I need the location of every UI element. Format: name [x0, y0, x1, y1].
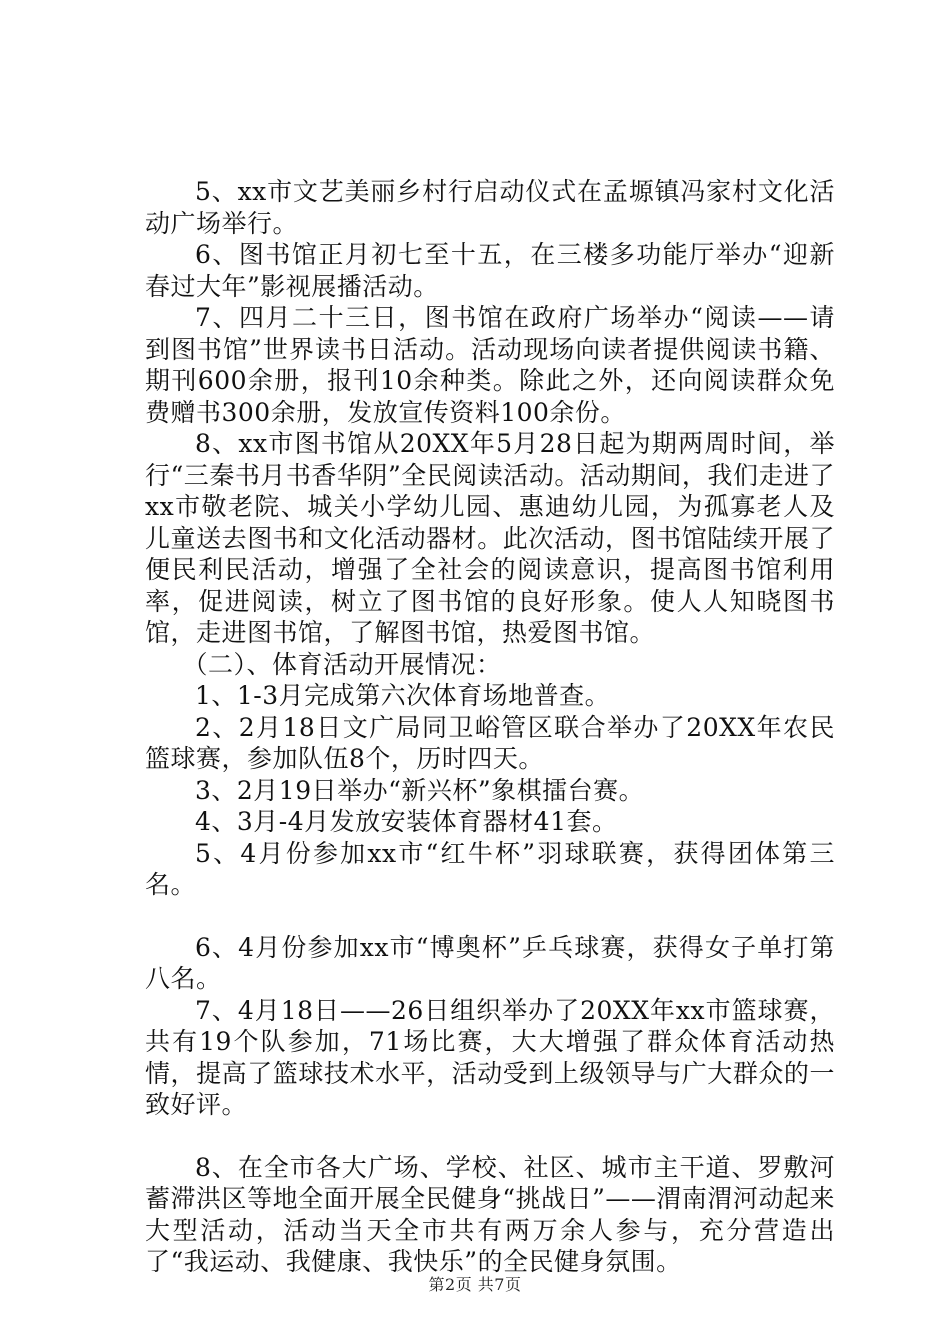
paragraph: 6、图书馆正月初七至十五，在三楼多功能厅举办“迎新春过大年”影视展播活动。: [145, 240, 835, 301]
paragraph: 5、4月份参加xx市“红牛杯”羽球联赛，获得团体第三名。: [145, 838, 835, 899]
paragraph: 6、4月份参加xx市“博奥杯”乒乓球赛，获得女子单打第八名。: [145, 932, 835, 993]
paragraph: 8、xx市图书馆从20XX年5月28日起为期两周时间，举行“三秦书月书香华阴”全民阅读活动。活动期间，我们走进了xx市敬老院、城关小学幼儿园、惠迪幼儿园，为孤寡老人及儿童送去图书和文化活动器材。此次活动，图书馆陆续开展了便民利民活动，增强了全社会的阅读意识，提高图书馆利用率，促进阅读，树立了图书馆的良好形象。使人人知晓图书馆，走进图书馆，了解图书馆，热爱图书馆。: [145, 429, 835, 647]
spacer: [145, 901, 835, 932]
paragraph: 1、1-3月完成第六次体育场地普查。: [195, 681, 611, 710]
page-number-footer: 第2页 共7页: [428, 1275, 522, 1294]
spacer: [145, 1121, 835, 1152]
paragraph: 7、四月二十三日，图书馆在政府广场举办“阅读——请到图书馆”世界读书日活动。活动现场向读者提供阅读书籍、期刊600余册，报刊10余种类。除此之外，还向阅读群众免费赠书300余册，发放宣传资料100余份。: [145, 303, 835, 427]
paragraph: 4、3月-4月发放安装体育器材41套。: [195, 807, 618, 836]
paragraph: 3、2月19日举办“新兴杯”象棋擂台赛。: [195, 775, 645, 805]
paragraph: 2、2月18日文广局同卫峪管区联合举办了20XX年农民篮球赛，参加队伍8个，历时四天。: [145, 712, 835, 773]
paragraph: 8、在全市各大广场、学校、社区、城市主干道、罗敷河蓄滞洪区等地全面开展全民健身“挑战日”——渭南渭河动起来大型活动，活动当天全市共有两万余人参与，充分营造出了“我运动、我健康、我快乐”的全民健身氛围。: [145, 1152, 835, 1276]
document-body: [145, 176, 835, 1278]
paragraph: 5、xx市文艺美丽乡村行启动仪式在孟塬镇冯家村文化活动广场举行。: [145, 177, 835, 238]
paragraph: 7、4月18日——26日组织举办了20XX年xx市篮球赛，共有19个队参加，71场比赛，大大增强了群众体育活动热情，提高了篮球技术水平，活动受到上级领导与广大群众的一致好评。: [145, 995, 835, 1119]
section-heading: （二）、体育活动开展情况：: [182, 649, 502, 679]
